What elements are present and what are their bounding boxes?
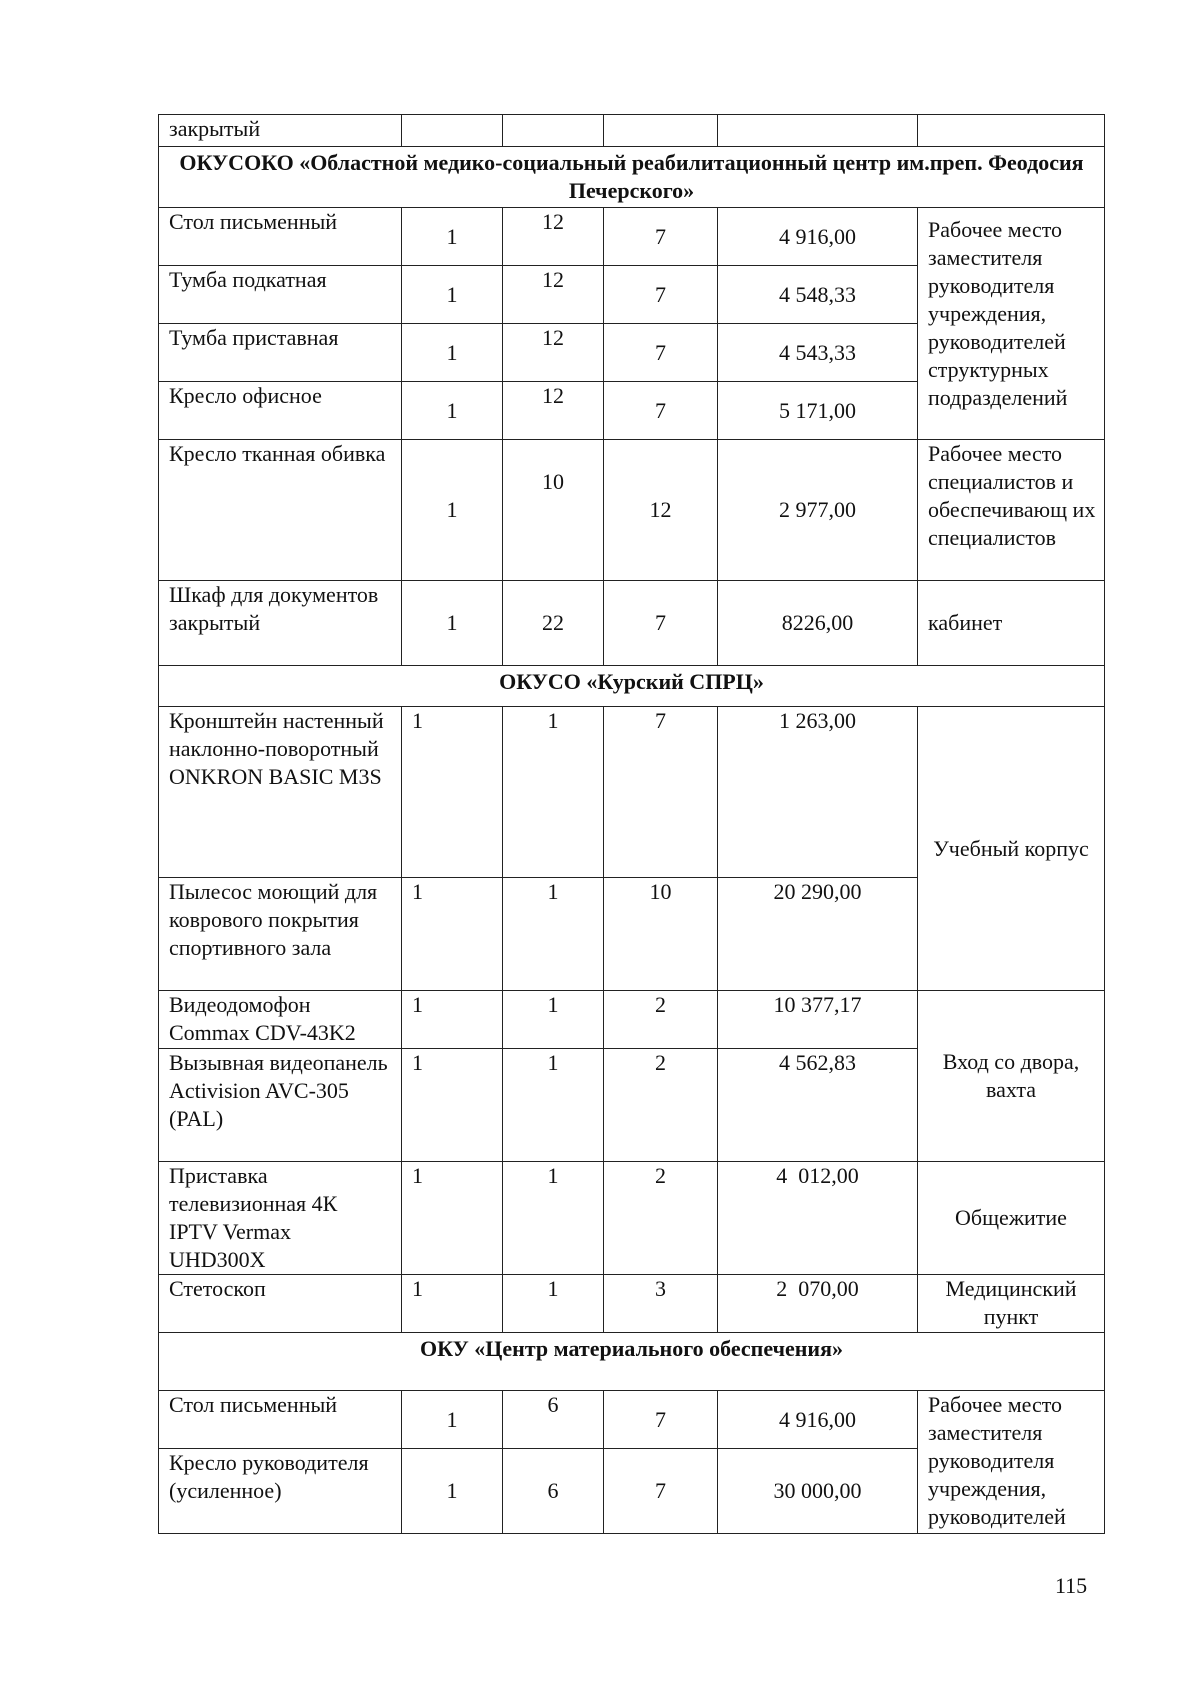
row-c3: 1 <box>503 991 604 1049</box>
row-price: 4 916,00 <box>718 1391 918 1449</box>
row-price: 8226,00 <box>718 581 918 666</box>
table-row <box>159 440 1105 581</box>
section-header <box>159 1333 1105 1391</box>
row-note: Учебный корпус <box>918 707 1105 991</box>
row-c3: 1 <box>503 1049 604 1162</box>
row-c3: 1 <box>503 878 604 991</box>
row-note: Рабочее место заместителя руководителя учреждения, руководителей <box>918 1391 1105 1534</box>
row-note: Общежитие <box>918 1162 1105 1275</box>
row-qty: 1 <box>402 1049 503 1162</box>
row-price: 2 977,00 <box>718 440 918 581</box>
row-c4: 7 <box>604 1391 718 1449</box>
row-c4: 7 <box>604 324 718 382</box>
row-name: Стетоскоп <box>159 1275 402 1333</box>
row-name: Стол письменный <box>159 1391 402 1449</box>
row-price: 2 070,00 <box>718 1275 918 1333</box>
row-name: Кронштейн настенный наклонно-поворотный ONKRON BASIC M3S <box>159 707 402 878</box>
row-c3: 6 <box>503 1449 604 1534</box>
row-qty: 1 <box>402 1449 503 1534</box>
row-name: Стол письменный <box>159 208 402 266</box>
row-qty: 1 <box>402 1162 503 1275</box>
row-qty: 1 <box>402 878 503 991</box>
row-note: Медицинский пункт <box>918 1275 1105 1333</box>
section-title: ОКУ «Центр материального обеспечения» <box>159 1333 1105 1391</box>
equipment-table <box>158 114 1105 1534</box>
row-qty: 1 <box>402 581 503 666</box>
row-qty: 1 <box>402 707 503 878</box>
row-name: Кресло руководителя (усиленное) <box>159 1449 402 1534</box>
row-note: Вход со двора, вахта <box>918 991 1105 1162</box>
row-c3: 1 <box>503 1275 604 1333</box>
row-qty: 1 <box>402 382 503 440</box>
table-row <box>159 1391 1105 1449</box>
row-price: 1 263,00 <box>718 707 918 878</box>
row-c4: 7 <box>604 1449 718 1534</box>
row-name: закрытый <box>159 115 402 147</box>
row-c3: 1 <box>503 1162 604 1275</box>
row-name: Тумба подкатная <box>159 266 402 324</box>
row-c4: 2 <box>604 1162 718 1275</box>
row-name: Вызывная видеопанель Activision AVC-305 (PAL) <box>159 1049 402 1162</box>
row-name: Приставка телевизионная 4К IPTV Vermax UHD300X <box>159 1162 402 1275</box>
table-row <box>159 1275 1105 1333</box>
row-price: 4 548,33 <box>718 266 918 324</box>
row-qty: 1 <box>402 440 503 581</box>
row-qty: 1 <box>402 266 503 324</box>
page-number: 115 <box>1055 1573 1088 1598</box>
row-c3: 12 <box>503 208 604 266</box>
row-price: 4 562,83 <box>718 1049 918 1162</box>
row-price: 4 916,00 <box>718 208 918 266</box>
row-name: Шкаф для документов закрытый <box>159 581 402 666</box>
row-c3: 12 <box>503 266 604 324</box>
row-name: Тумба приставная <box>159 324 402 382</box>
row-qty: 1 <box>402 1275 503 1333</box>
row-c4: 7 <box>604 382 718 440</box>
row-c4: 2 <box>604 991 718 1049</box>
row-name: Видеодомофон Commax CDV-43K2 <box>159 991 402 1049</box>
table-row <box>159 991 1105 1049</box>
row-price: 20 290,00 <box>718 878 918 991</box>
row-c3: 10 <box>503 440 604 581</box>
section-title: ОКУСО «Курский СПРЦ» <box>159 666 1105 707</box>
row-price: 5 171,00 <box>718 382 918 440</box>
row-price: 4 012,00 <box>718 1162 918 1275</box>
row-qty: 1 <box>402 208 503 266</box>
row-qty: 1 <box>402 991 503 1049</box>
row-price: 30 000,00 <box>718 1449 918 1534</box>
section-title: ОКУСОКО «Областной медико-социальный реабилитационный центр им.преп. Феодосия Печерского» <box>159 147 1105 208</box>
row-price: 10 377,17 <box>718 991 918 1049</box>
row-qty: 1 <box>402 324 503 382</box>
row-c3: 1 <box>503 707 604 878</box>
row-c4: 7 <box>604 707 718 878</box>
row-c4: 2 <box>604 1049 718 1162</box>
row-c3: 6 <box>503 1391 604 1449</box>
row-c4: 10 <box>604 878 718 991</box>
row-note: Рабочее место заместителя руководителя учреждения, руководителей структурных подразделений <box>918 208 1105 440</box>
row-note: кабинет <box>918 581 1105 666</box>
row-c4: 7 <box>604 266 718 324</box>
row-c3: 12 <box>503 382 604 440</box>
row-note: Рабочее место специалистов и обеспечивающ их специалистов <box>918 440 1105 581</box>
row-name: Кресло тканная обивка <box>159 440 402 581</box>
table-row <box>159 707 1105 878</box>
table-row <box>159 208 1105 266</box>
row-c4: 7 <box>604 581 718 666</box>
row-c4: 7 <box>604 208 718 266</box>
row-qty: 1 <box>402 1391 503 1449</box>
row-c4: 3 <box>604 1275 718 1333</box>
row-c4: 12 <box>604 440 718 581</box>
row-name: Кресло офисное <box>159 382 402 440</box>
table-row <box>159 115 1105 147</box>
section-header <box>159 147 1105 208</box>
row-price: 4 543,33 <box>718 324 918 382</box>
table-row <box>159 1162 1105 1275</box>
table-row <box>159 581 1105 666</box>
section-header <box>159 666 1105 707</box>
row-c3: 22 <box>503 581 604 666</box>
row-name: Пылесос моющий для коврового покрытия спортивного зала <box>159 878 402 991</box>
row-c3: 12 <box>503 324 604 382</box>
